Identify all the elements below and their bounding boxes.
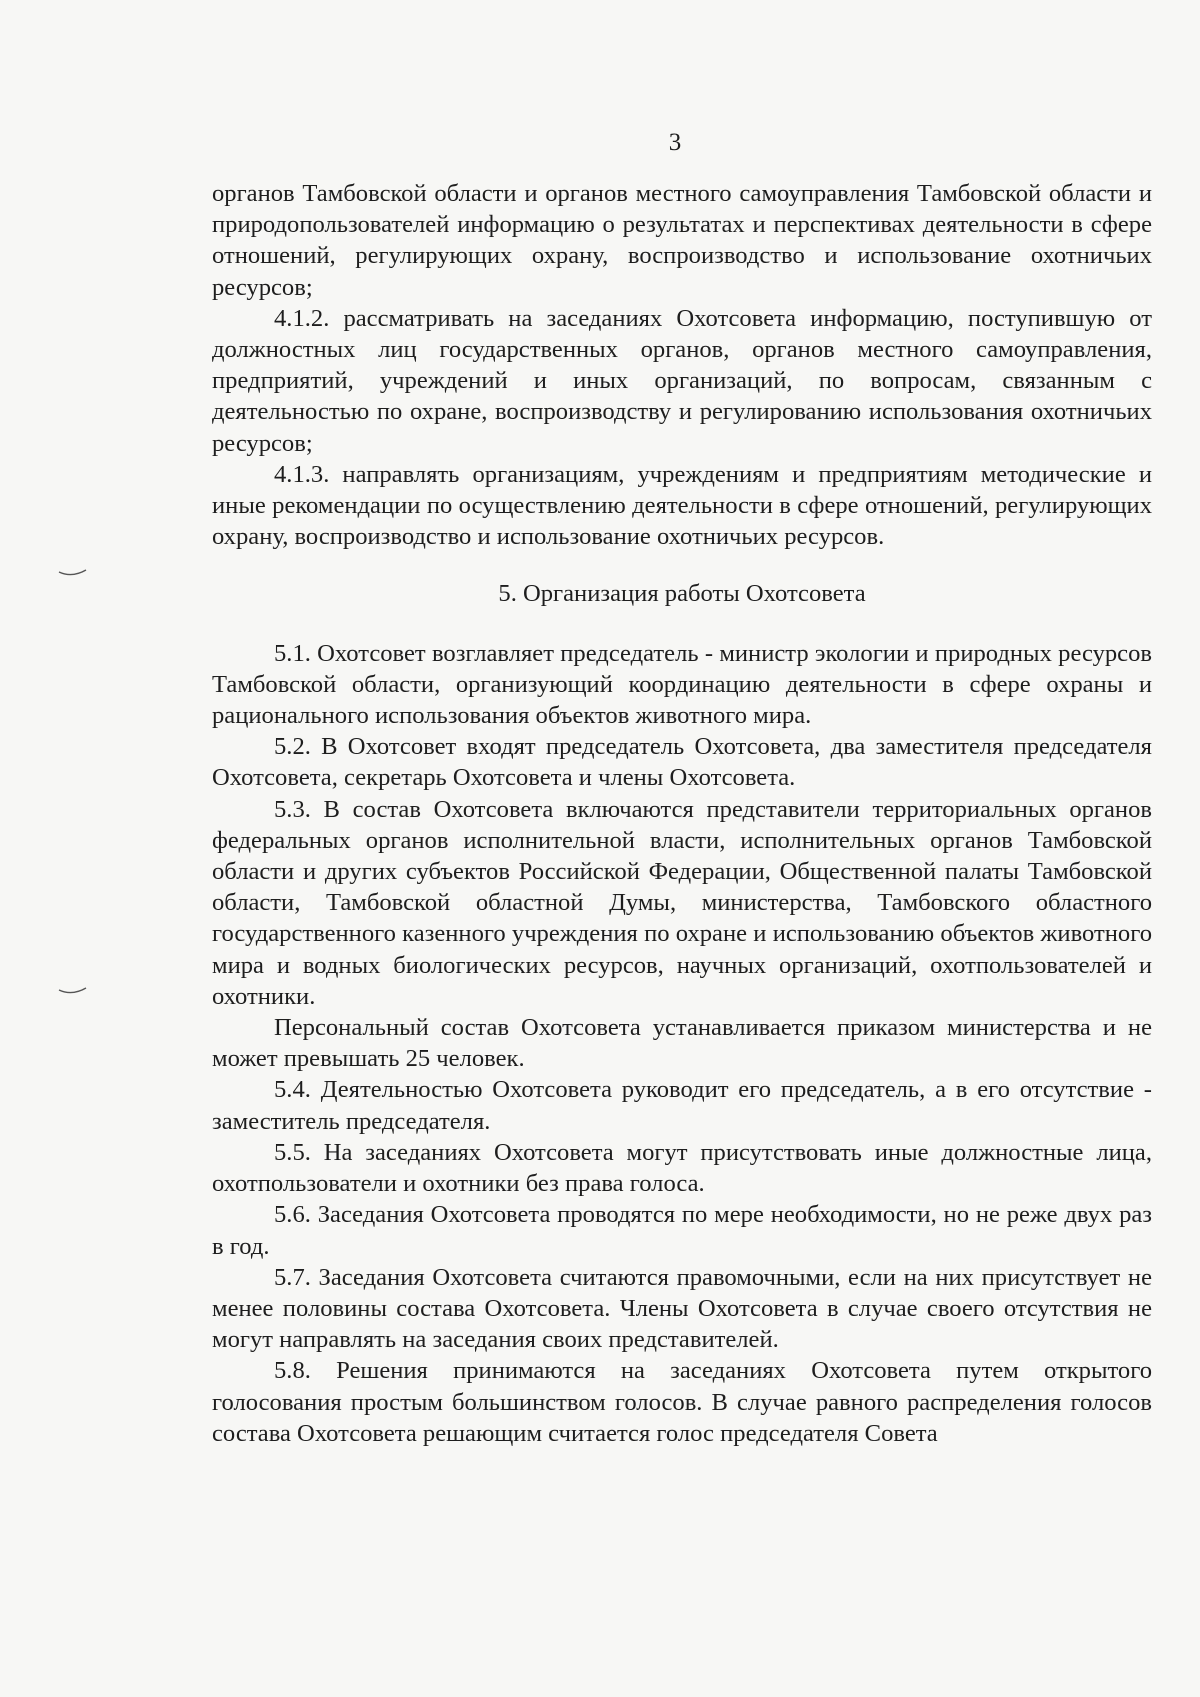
document-body <box>212 178 1152 1449</box>
paragraph-5-1: 5.1. Охотсовет возглавляет председатель - министр экологии и природных ресурсов Тамбовской области, организующий координацию деятельности в сфере охраны и рационального использования объектов животного мира. <box>212 639 1152 730</box>
punch-mark-bottom <box>58 986 88 996</box>
paragraph-5-8: 5.8. Решения принимаются на заседаниях Охотсовета путем открытого голосования простым большинством голосов. В случае равного распределения голосов состава Охотсовета решающим считается голос председателя Совета <box>212 1357 1152 1447</box>
paragraph-4-1-2: 4.1.2. рассматривать на заседаниях Охотсовета информацию, поступившую от должностных лиц государственных органов, органов местного самоуправления, предприятий, учреждений и иных организаций, по вопросам, связанным с деятельностью по охране, воспроизводству и регулированию использования охотничьих ресурсов; <box>212 304 1152 457</box>
section-heading: 5. Организация работы Охотсовета <box>498 580 866 608</box>
paragraph-5-4: 5.4. Деятельностью Охотсовета руководит его председатель, а в его отсутствие - заместитель председателя. <box>212 1076 1152 1135</box>
paragraph-5-2: 5.2. В Охотсовет входят председатель Охотсовета, два заместителя председателя Охотсовета, секретарь Охотсовета и члены Охотсовета. <box>212 733 1152 792</box>
paragraph-personal-composition: Персональный состав Охотсовета устанавливается приказом министерства и не может превышать 25 человек. <box>212 1014 1152 1073</box>
punch-mark-top <box>58 568 88 578</box>
paragraph-4-1-3: 4.1.3. направлять организациям, учреждениям и предприятиям методические и иные рекомендации по осуществлению деятельности в сфере отношений, регулирующих охрану, воспроизводство и использование охотничьих ресурсов. <box>212 460 1152 551</box>
paragraph-5-7: 5.7. Заседания Охотсовета считаются правомочными, если на них присутствует не менее половины состава Охотсовета. Члены Охотсовета в случае своего отсутствия не могут направлять на заседания своих представителей. <box>212 1263 1152 1354</box>
paragraph: органов Тамбовской области и органов местного самоуправления Тамбовской области и природопользователей информацию о результатах и перспективах деятельности в сфере отношений, регулирующих охрану, воспроизводство и использование охотничьих ресурсов; <box>212 180 1152 301</box>
paragraph-5-5: 5.5. На заседаниях Охотсовета могут присутствовать иные должностные лица, охотпользователи и охотники без права голоса. <box>212 1138 1152 1198</box>
paragraph-5-3: 5.3. В состав Охотсовета включаются представители территориальных органов федеральных органов исполнительной власти, исполнительных органов Тамбовской области и других субъектов Российской Федерации, Общественной палаты Тамбовской области, Тамбовской областной Думы, министерства, Тамбовского областного государственного казенного учреждения по охране и использованию объектов животного мира и водных биологических ресурсов, научных организаций, охотпользователей и охотники. <box>212 795 1152 1010</box>
paragraph-5-6: 5.6. Заседания Охотсовета проводятся по мере необходимости, но не реже двух раз в год. <box>212 1201 1152 1260</box>
page-number: 3 <box>668 129 682 156</box>
